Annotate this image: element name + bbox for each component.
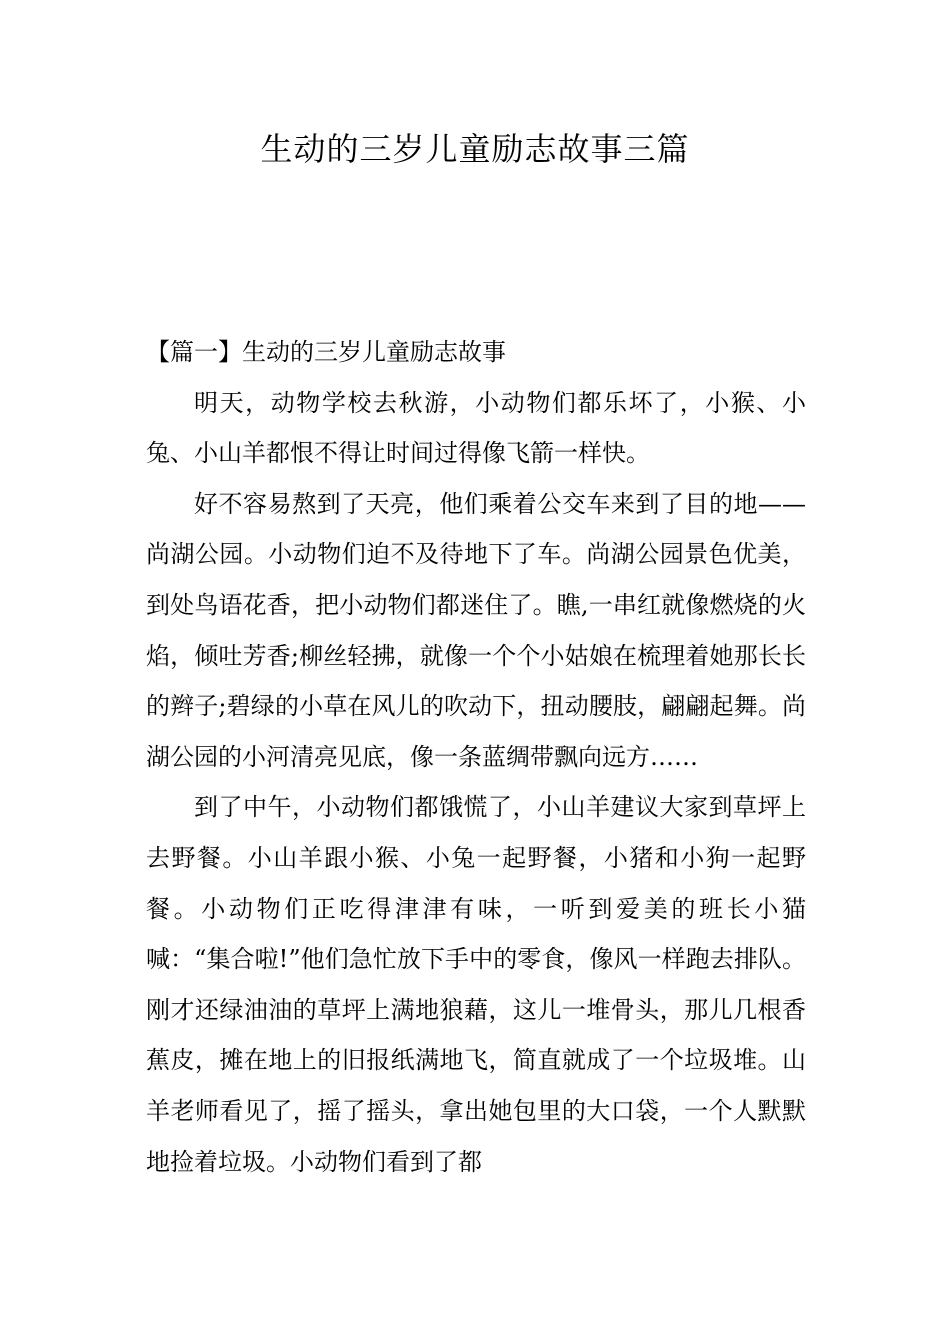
document-title: 生动的三岁儿童励志故事三篇 [260, 130, 690, 168]
document-body [146, 327, 806, 1187]
paragraph-1: 明天，动物学校去秋游，小动物们都乐坏了，小猴、小兔、小山羊都恨不得让时间过得像飞箭一样快。 [146, 388, 806, 468]
paragraph-2: 好不容易熬到了天亮，他们乘着公交车来到了目的地——尚湖公园。小动物们迫不及待地下了车。尚湖公园景色优美，到处鸟语花香，把小动物们都迷住了。瞧,一串红就像燃烧的火焰，倾吐芳香;柳丝轻拂，就像一个个小姑娘在梳理着她那长长的辫子;碧绿的小草在风儿的吹动下，扭动腰肢，翩翩起舞。尚湖公园的小河清亮见底，像一条蓝绸带飘向远方…… [146, 489, 806, 771]
paragraph-3: 到了中午，小动物们都饿慌了，小山羊建议大家到草坪上去野餐。小山羊跟小猴、小兔一起野餐，小猪和小狗一起野餐。小动物们正吃得津津有味，一听到爱美的班长小猫喊：“集合啦!”他们急忙放下手中的零食，像风一样跑去排队。刚才还绿油油的草坪上满地狼藉，这儿一堆骨头，那儿几根香蕉皮，摊在地上的旧报纸满地飞，简直就成了一个垃圾堆。山羊老师看见了，摇了摇头，拿出她包里的大口袋，一个人默默地捡着垃圾。小动物们看到了都 [146, 793, 806, 1176]
section-heading: 【篇一】生动的三岁儿童励志故事 [146, 338, 506, 366]
